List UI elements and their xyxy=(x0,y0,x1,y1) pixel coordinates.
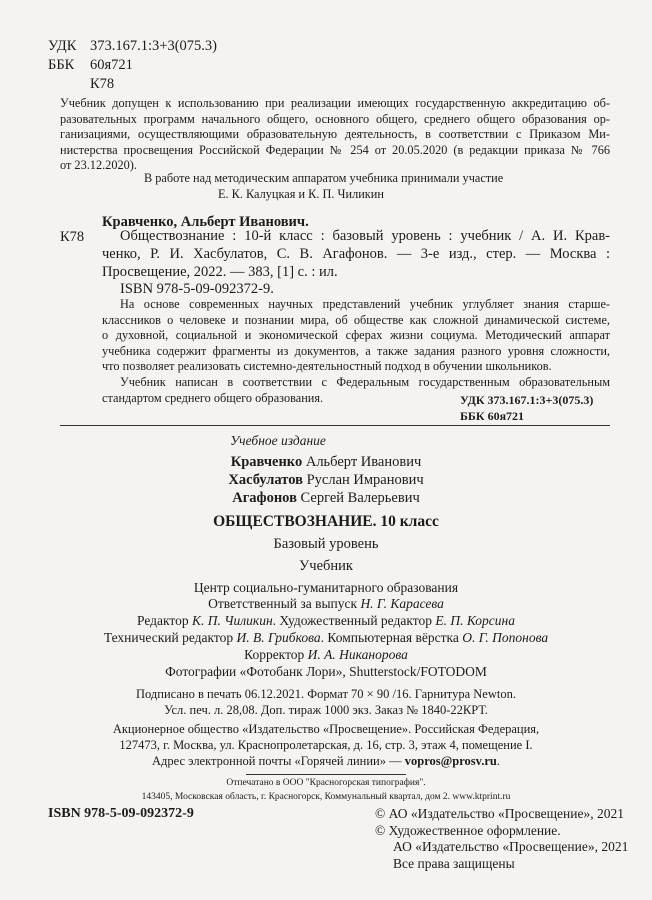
responsible-name: Н. Г. Карасева xyxy=(360,596,444,611)
approval-line: нистерства просвещения Российской Федерации № 254 от 20.05.2020 (в редакции приказа № 766 xyxy=(60,142,610,157)
approval-paragraph xyxy=(60,96,610,174)
copyright-line: © Художественное оформление. xyxy=(375,822,561,838)
biblio-line: Обществознание : 10-й класс : базовый уровень : учебник / А. И. Крав- xyxy=(120,228,610,244)
publisher-line: Акционерное общество «Издательство «Просвещение». Российская Федерация, xyxy=(112,722,540,736)
editor-label: Редактор xyxy=(137,613,192,628)
book-type: Учебник xyxy=(299,558,353,574)
print-info-line: Подписано в печать 06.12.2021. Формат 70 × 90 /16. Гарнитура Newton. xyxy=(136,687,516,701)
tech-editor-label: Технический редактор xyxy=(103,630,237,645)
bbk-label: ББК xyxy=(48,57,75,73)
responsible-label: Ответственный за выпуск xyxy=(208,596,361,611)
abstract-line: стандартом среднего общего образования. xyxy=(102,390,324,405)
hotline-email-line xyxy=(0,754,652,769)
catalog-author-heading: Кравченко, Альберт Иванович. xyxy=(102,214,309,230)
classification-codes xyxy=(48,37,217,94)
catalog-bibliographic-record xyxy=(102,228,610,299)
proofreader-name: И. А. Никанорова xyxy=(307,647,408,662)
tech-editor-name: И. В. Грибкова xyxy=(236,630,321,645)
catalog-classification-bottom xyxy=(460,392,593,424)
methodology-line: В работе над методическим аппаратом учебника принимали участие xyxy=(144,171,504,185)
author-given-names: Сергей Валерьевич xyxy=(296,490,420,506)
author-surname: Кравченко xyxy=(230,454,303,470)
approval-line: ганизациями, осуществляющими образовательную деятельность, в соответствии с Приказом Ми- xyxy=(60,127,610,141)
edition-type: Учебное издание xyxy=(230,433,326,448)
art-editor-name: Е. П. Корсина xyxy=(435,613,515,628)
biblio-isbn: ISBN 978-5-09-092372-9. xyxy=(120,281,274,298)
author-surname: Хасбулатов xyxy=(228,472,303,488)
author-line xyxy=(0,454,652,471)
rights-reserved: Все права защищены xyxy=(393,855,515,871)
responsible-line xyxy=(0,596,652,612)
approval-line: Учебник допущен к использованию при реализации имеющих государственную аккредитацию об- xyxy=(60,96,610,110)
technical-line xyxy=(0,630,652,646)
author-line xyxy=(0,472,652,489)
publisher-line: 127473, г. Москва, ул. Краснопролетарская, д. 16, стр. 3, этаж 4, помещение I. xyxy=(119,738,533,752)
editors-line xyxy=(0,613,652,629)
book-level: Базовый уровень xyxy=(273,536,379,552)
abstract-line: учебника содержит фрагменты из документов, а также задания разного уровня сложности, xyxy=(102,343,610,358)
abstract-line: классников о человеке и познании мира, об обществе как сложной динамической системе, xyxy=(102,312,610,327)
email-label: Адрес электронной почты «Горячей линии» — xyxy=(152,754,405,768)
author-given-names: Руслан Имранович xyxy=(302,472,424,488)
author-surname: Агафонов xyxy=(232,490,297,506)
bbk-value: 60я721 xyxy=(90,57,133,73)
methodology-credits xyxy=(60,171,610,202)
photos-credit: Фотографии «Фотобанк Лори», Shutterstock/FOTODOM xyxy=(165,664,487,679)
divider xyxy=(60,425,610,426)
layout-name: О. Г. Попонова xyxy=(462,630,549,645)
udk-value: 373.167.1:3+3(075.3) xyxy=(90,38,217,54)
methodology-names: Е. К. Калуцкая и К. П. Чиликин xyxy=(218,186,384,201)
abstract-line: Учебник написан в соответствии с Федеральным государственным образовательным xyxy=(120,374,610,389)
catalog-abstract xyxy=(102,297,610,406)
layout-label: . Компьютерная вёрстка xyxy=(320,630,463,645)
author-given-names: Альберт Иванович xyxy=(302,454,422,470)
email-address[interactable]: vopros@prosv.ru xyxy=(404,754,497,768)
proofreader-line xyxy=(0,647,652,663)
approval-line: разовательных программ начального общего, основного общего, среднего общего образования ор- xyxy=(60,111,610,126)
abstract-line: На основе современных научных представлений учебник углубляет знания старше- xyxy=(120,297,610,311)
email-end: . xyxy=(496,754,500,768)
printer-address: 143405, Московская область, г. Красногорск, Коммунальный квартал, дом 2. www.ktprint.ru xyxy=(141,792,511,802)
author-mark: К78 xyxy=(90,76,115,92)
isbn-footer: ISBN 978-5-09-092372-9 xyxy=(48,806,194,821)
bbk-bottom: ББК 60я721 xyxy=(460,409,525,423)
center-name: Центр социально-гуманитарного образования xyxy=(193,580,459,595)
proofreader-label: Корректор xyxy=(244,647,308,662)
print-info-line: Усл. печ. л. 28,08. Доп. тираж 1000 экз. Заказ № 1840-22КРТ. xyxy=(164,703,488,717)
divider-short xyxy=(246,774,406,775)
copyright-line: © АО «Издательство «Просвещение», 2021 xyxy=(375,806,624,821)
author-line xyxy=(0,490,652,507)
udk-bottom: УДК 373.167.1:3+3(075.3) xyxy=(460,393,594,407)
udk-label: УДК xyxy=(48,38,77,54)
book-title: ОБЩЕСТВОЗНАНИЕ. 10 класс xyxy=(213,513,439,530)
approval-line: от 23.12.2020). xyxy=(60,158,137,172)
catalog-mark: К78 xyxy=(60,229,85,245)
biblio-line: Просвещение, 2022. — 383, [1] с. : ил. xyxy=(102,263,338,280)
copyright-block xyxy=(375,806,628,872)
printer-line: Отпечатано в ООО "Красногорская типография". xyxy=(226,778,426,788)
art-editor-label: . Художественный редактор xyxy=(272,613,436,628)
copyright-line: АО «Издательство «Просвещение», 2021 xyxy=(393,839,629,854)
biblio-line: ченко, Р. И. Хасбулатов, С. В. Агафонов. — 3-е изд., стер. — Москва : xyxy=(102,245,610,262)
abstract-line: о духовной, социальной и экономической сферах жизни социума. Методический аппарат xyxy=(102,328,610,343)
abstract-line: что позволяет реализовать системно-деятельностный подход в обучении школьников. xyxy=(102,359,552,374)
editor-name: К. П. Чиликин xyxy=(191,613,273,628)
